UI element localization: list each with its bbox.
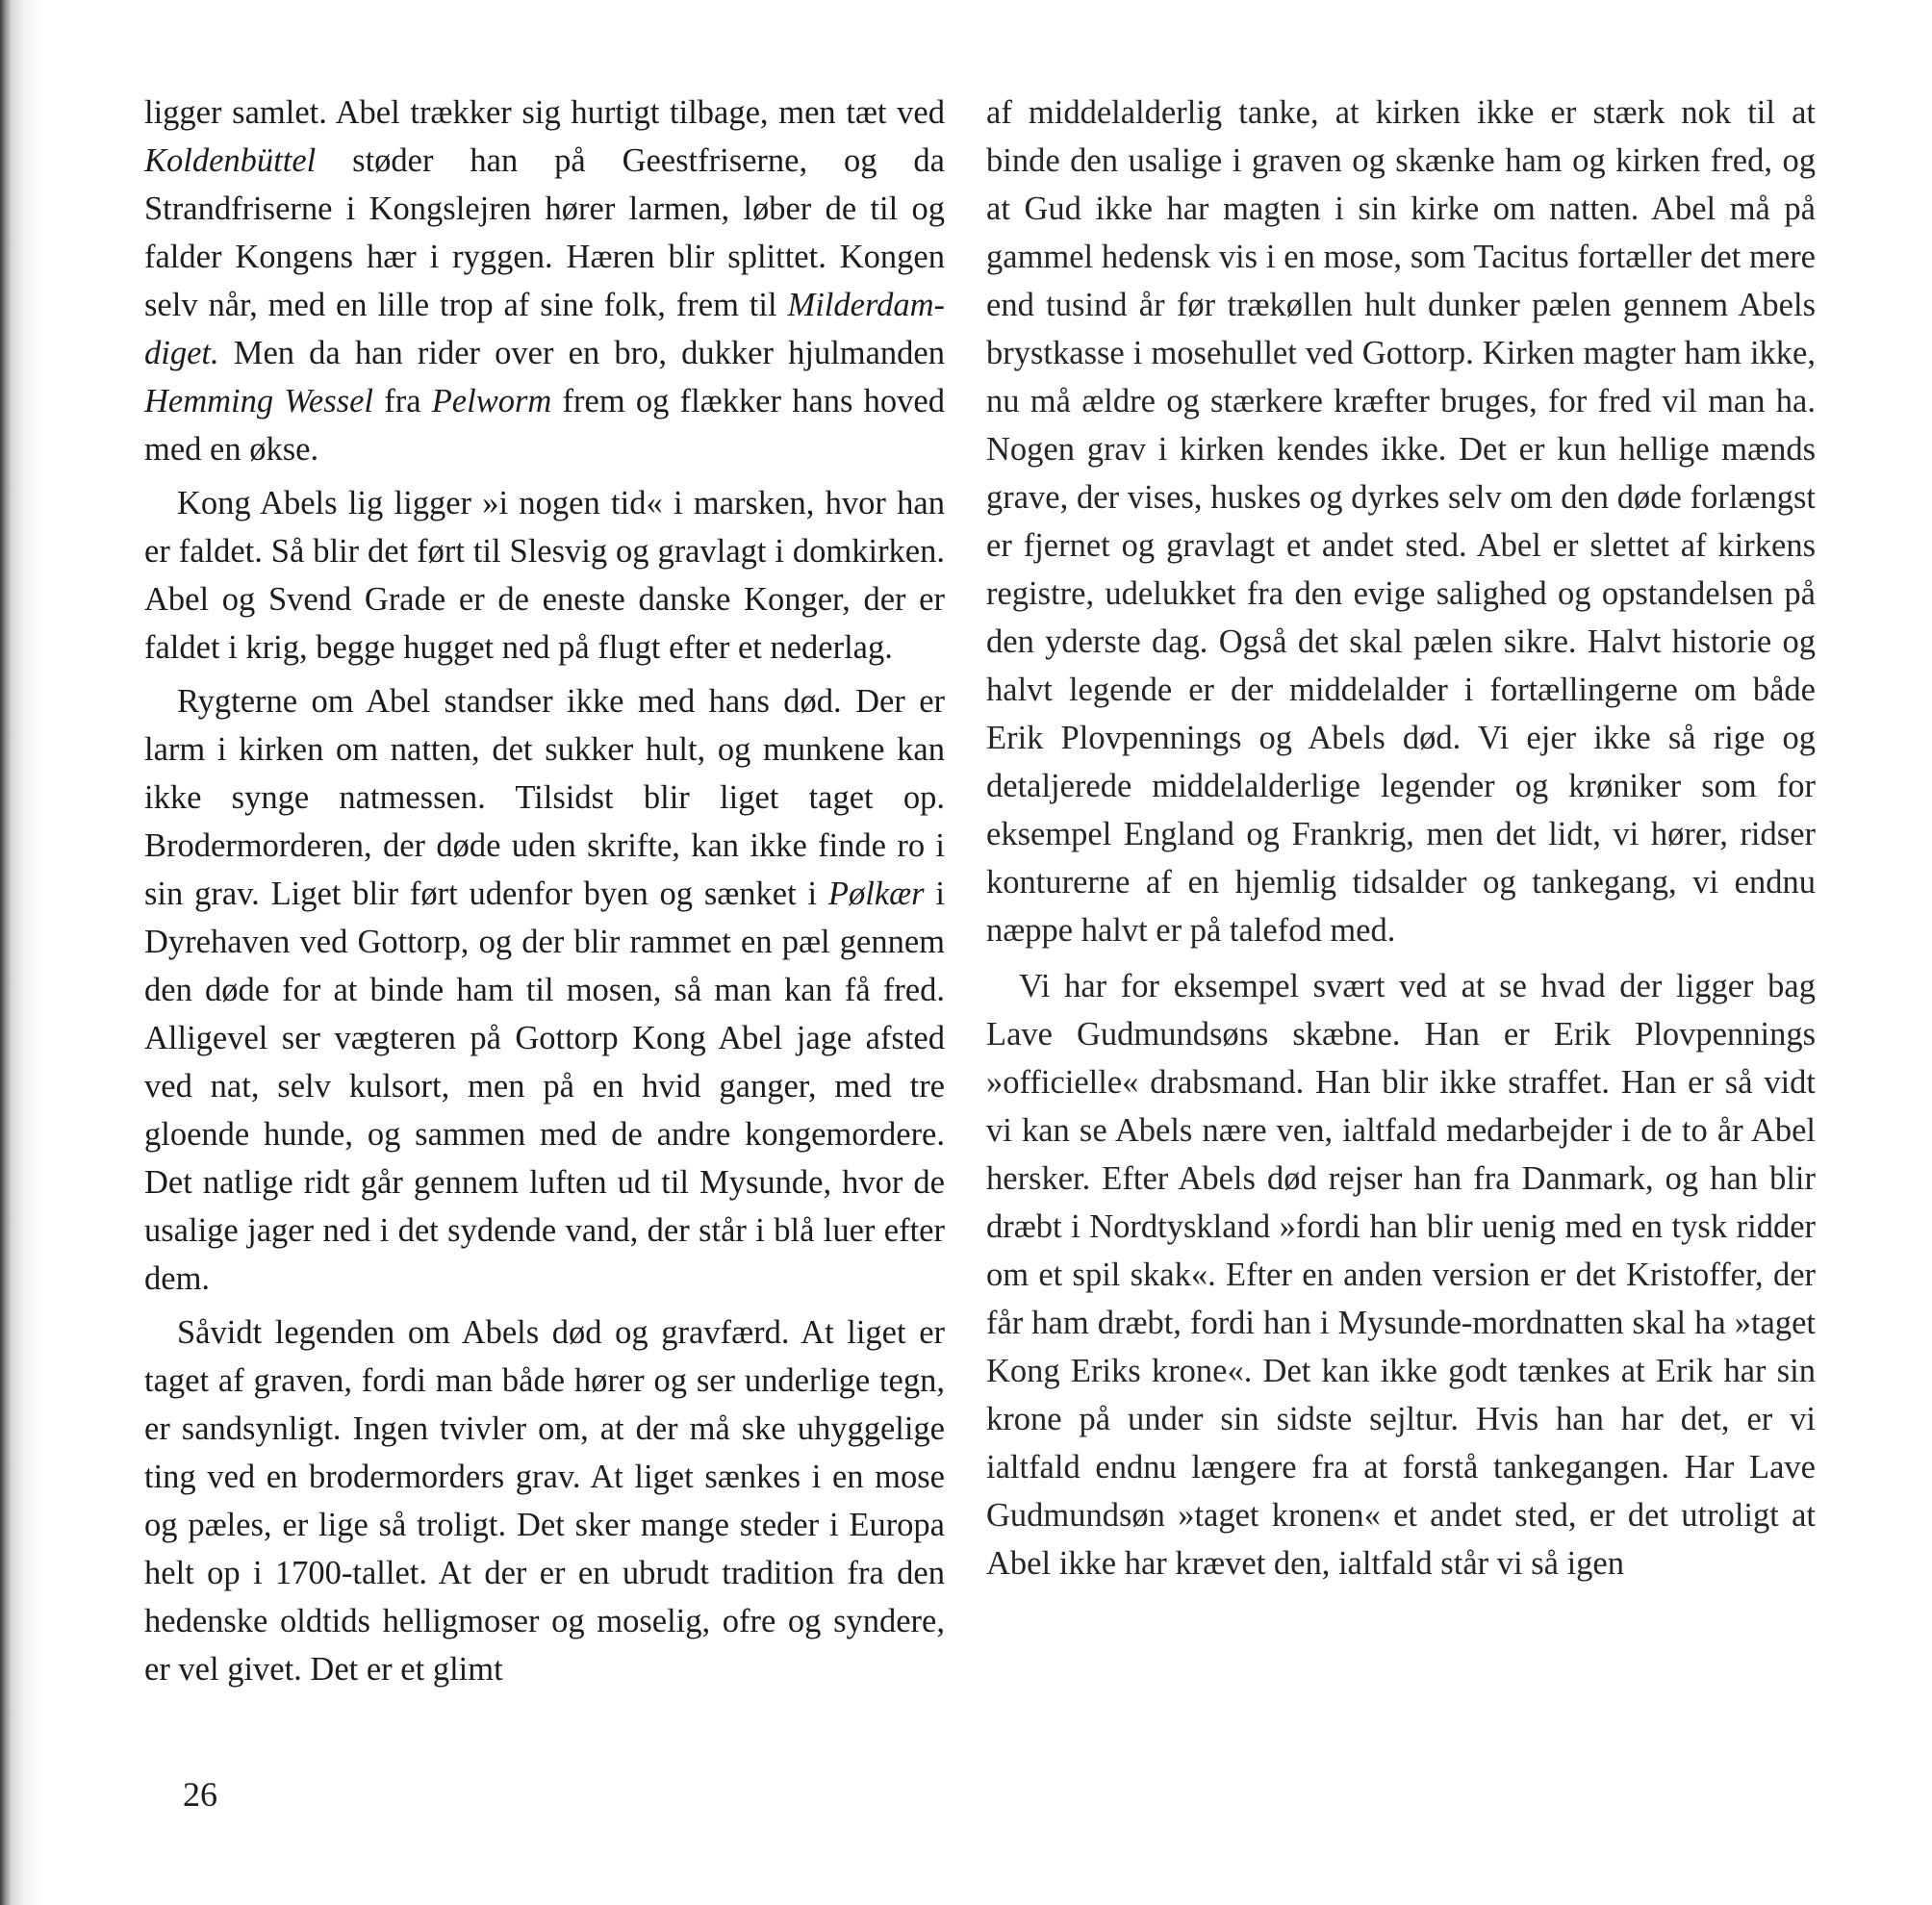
right-paragraph-2: Vi har for eksempel svært ved at se hvad der ligger bag Lave Gudmundsøns skæbne. Han er Erik Plovpennings »officielle« drabsmand. Han blir ikke straffet. Han er så vidt vi kan se Abels nære ven, ialtfald medarbejder i de to år Abel hersker. Efter Abels død rejser han fra Danmark, og han blir dræbt i Nordtyskland »fordi han blir uenig med en tysk ridder om et spil skak«. Efter en anden version er det Kristoffer, der får ham dræbt, fordi han i Mysunde-mordnatten skal ha »taget Kong Eriks krone«. Det kan ikke godt tænkes at Erik har sin krone på under sin sidste sejltur. Hvis han har det, er vi ialtfald endnu længere fra at forstå tankegangen. Har Lave Gudmundsøn »taget kronen« et andet sted, er det utroligt at Abel ikke har krævet den, ialtfald står vi så igen — [986, 968, 1816, 1582]
italic-person-name: Hemming Wessel — [144, 383, 373, 419]
text-run: frem og flækker hans hoved med en økse. — [144, 383, 945, 468]
right-text-column — [986, 89, 1816, 1588]
left-text-column — [144, 89, 945, 1693]
italic-place-name: Pelworm — [431, 383, 552, 419]
italic-place-name: Koldenbüttel — [144, 142, 317, 179]
page-number: 26 — [183, 1775, 217, 1814]
right-paragraph-1: af middelalderlig tanke, at kirken ikke er stærk nok til at binde den usalige i graven og skænke ham og kirken fred, og at Gud ikke har magten i sin kirke om natten. Abel må på gammel hedensk vis i en mose, som Tacitus fortæller det mere end tusind år før trækøllen hult dunker pælen gennem Abels brystkasse i mosehullet ved Gottorp. Kirken magter ham ikke, nu må ældre og stærkere kræfter bruges, for fred vil man ha. Nogen grav i kirken kendes ikke. Det er kun hellige mænds grave, der vises, huskes og dyrkes selv om den døde forlængst er fjernet og gravlagt et andet sted. Abel er slettet af kirkens registre, udelukket fra den evige salighed og opstandelsen på den yderste dag. Også det skal pælen sikre. Halvt historie og halvt legende er der middelalder i fortællingerne om både Erik Plovpennings og Abels død. Vi ejer ikke så rige og detaljerede middelalderlige legender og krøniker som for eksempel England og Frankrig, men det lidt, vi hører, ridser konturerne af en hjemlig tidsalder og tankegang, vi endnu næppe halvt er på talefod med. — [986, 94, 1816, 949]
book-spine-shadow — [0, 0, 44, 1905]
text-run: støder han på Geestfriserne, og da Strandfriserne i Kongslejren hører larmen, løber de til og falder Kongens hær i ryggen. Hæren blir splittet. Kongen selv når, med en lille trop af sine folk, frem til — [144, 142, 945, 323]
left-paragraph-1 — [144, 89, 945, 473]
text-run: i Dyrehaven ved Gottorp, og der blir rammet en pæl gennem den døde for at binde ham til mosen, så man kan få fred. Alligevel ser vægteren på Gottorp Kong Abel jage afsted ved nat, selv kulsort, men på en hvid ganger, med tre gloende hunde, og sammen med de andre kongemordere. Det natlige ridt går gennem luften ud til Mysunde, hvor de usalige jager ned i det sydende vand, der står i blå luer efter dem. — [144, 876, 945, 1297]
text-run: Men da han rider over en bro, dukker hjulmanden — [218, 335, 945, 371]
text-run: Rygterne om Abel standser ikke med hans død. Der er larm i kirken om natten, det sukker hult, og munkene kan ikke synge natmessen. Tilsidst blir liget taget op. Brodermorderen, der døde uden skrifte, kan ikke finde ro i sin grav. Liget blir ført udenfor byen og sænket i — [144, 683, 945, 912]
italic-place-name: Pølkær — [827, 876, 925, 912]
left-paragraph-3 — [144, 677, 945, 1303]
italic-place-name: Milderdam-diget. — [144, 287, 945, 371]
left-paragraph-2: Kong Abels lig ligger »i nogen tid« i marsken, hvor han er faldet. Så blir det ført til Slesvig og gravlagt i domkirken. Abel og Svend Grade er de eneste danske Konger, der er faldet i krig, begge hugget ned på flugt efter et nederlag. — [144, 485, 945, 666]
text-run: ligger samlet. Abel trækker sig hurtigt tilbage, men tæt ved — [144, 94, 945, 131]
text-run: fra — [373, 383, 432, 419]
left-paragraph-4: Såvidt legenden om Abels død og gravfærd. At liget er taget af graven, fordi man både hører og ser underlige tegn, er sandsynligt. Ingen tvivler om, at der må ske uhyggelige ting ved en brodermorders grav. At liget sænkes i en mose og pæles, er lige så troligt. Det sker mange steder i Europa helt op i 1700-tallet. At der er en ubrudt tradition fra den hedenske oldtids helligmoser og moselig, ofre og syndere, er vel givet. Det er et glimt — [144, 1314, 945, 1688]
